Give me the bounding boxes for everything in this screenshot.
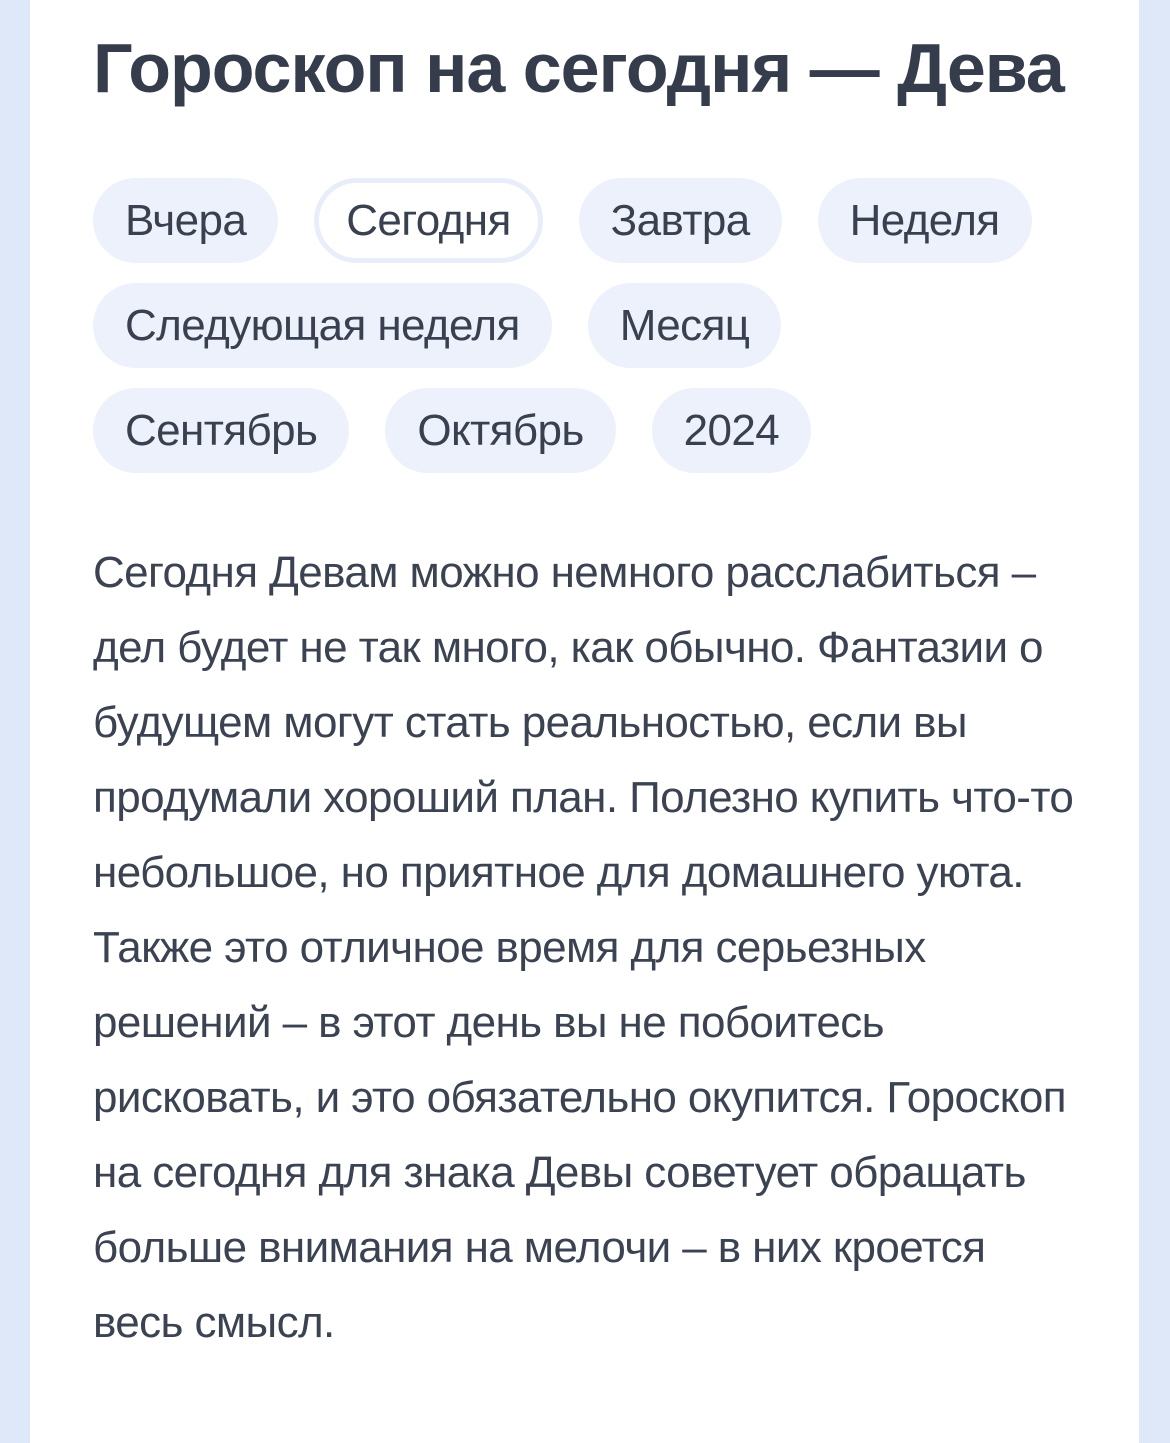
- tab-tomorrow[interactable]: Завтра: [579, 178, 782, 263]
- page-title: Гороскоп на сегодня — Дева: [93, 29, 1064, 107]
- period-tabs-row-3: [93, 388, 1085, 473]
- tab-2024[interactable]: 2024: [652, 388, 811, 473]
- tab-september[interactable]: Сентябрь: [93, 388, 349, 473]
- main-content: [93, 0, 1085, 1360]
- tab-october[interactable]: Октябрь: [385, 388, 615, 473]
- tab-today[interactable]: Сегодня: [314, 178, 542, 263]
- tab-next-week[interactable]: Следующая неделя: [93, 283, 552, 368]
- period-tabs-row-2: [93, 283, 1085, 368]
- period-tabs-row-1: [93, 178, 1085, 263]
- tab-month[interactable]: Месяц: [588, 283, 782, 368]
- period-tabs: [93, 178, 1085, 473]
- left-edge-strip: [0, 0, 30, 1443]
- right-edge-strip: [1139, 0, 1170, 1443]
- horoscope-text: Сегодня Девам можно немного расслабиться – дел будет не так много, как обычно. Фантазии о будущем могут стать реальностью, если вы продумали хороший план. Полезно купить что-то небольшое, но приятное для домашнего уюта. Также это отличное время для серьезных решений – в этот день вы не побоитесь рисковать, и это обязательно окупится. Гороскоп на сегодня для знака Девы советует обращать больше внимания на мелочи – в них кроется весь смысл.: [93, 548, 1074, 1347]
- tab-yesterday[interactable]: Вчера: [93, 178, 278, 263]
- tab-week[interactable]: Неделя: [818, 178, 1032, 263]
